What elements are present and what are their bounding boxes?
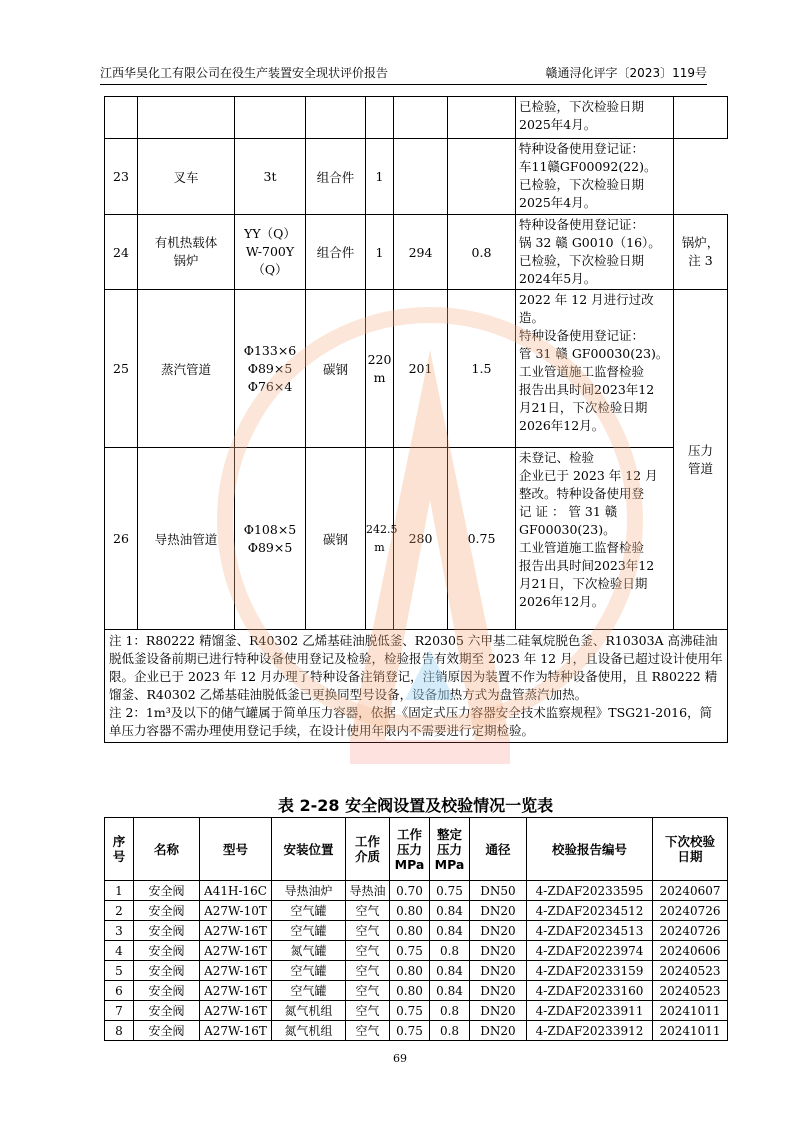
table-row [105,961,728,981]
pressure [448,139,516,215]
row-number: 26 [105,448,138,630]
valve-model: A27W-16T [200,941,272,961]
row-number: 24 [105,215,138,290]
working-medium: 空气 [346,981,390,1001]
equipment-name: 导热油管道 [138,448,235,630]
col-header-next-date: 下次校验 日期 [653,818,728,881]
table-row [105,290,728,448]
table-row [105,901,728,921]
table-row [105,139,728,215]
report-number: 4-ZDAF20233911 [527,1001,653,1021]
watermark-band [350,740,510,764]
temperature: 201 [394,290,448,448]
nominal-diameter: DN20 [470,1001,527,1021]
set-pressure: 0.84 [430,961,470,981]
nominal-diameter: DN20 [470,941,527,961]
valve-name: 安全阀 [134,941,200,961]
next-inspection-date: 20240726 [653,921,728,941]
inspection-note: 2022 年 12 月进行过改 造。 特种设备使用登记证： 管 31 赣 GF00030(23)。 工业管道施工监督检验 报告出具时间2023年12 月21日，下次检验日期 2026年12月。 [516,290,674,448]
valve-name: 安全阀 [134,901,200,921]
equipment-quantity: 242.5 m [366,448,394,630]
install-location: 空气罐 [272,981,346,1001]
remark-pressure-pipe: 压力 管道 [674,290,728,630]
table-footnotes [105,630,728,743]
row-number: 23 [105,139,138,215]
safety-valve-table [104,817,728,1041]
temperature [394,139,448,215]
table-row [105,1001,728,1021]
equipment-quantity: 1 [366,215,394,290]
report-number: 4-ZDAF20233912 [527,1021,653,1041]
table-row [105,981,728,1001]
table-row [105,448,728,630]
valve-model: A27W-16T [200,1021,272,1041]
install-location: 空气罐 [272,961,346,981]
report-number: 4-ZDAF20234512 [527,901,653,921]
inspection-note: 已检验，下次检验日期 2025年4月。 [516,97,674,139]
col-header-report-number: 校验报告编号 [527,818,653,881]
working-medium: 空气 [346,1001,390,1021]
equipment-model: YY（Q） W-700Y （Q） [235,215,306,290]
temperature: 280 [394,448,448,630]
next-inspection-date: 20240606 [653,941,728,961]
report-number: 4-ZDAF20223974 [527,941,653,961]
next-inspection-date: 20240523 [653,981,728,1001]
valve-name: 安全阀 [134,881,200,901]
valve-model: A27W-16T [200,921,272,941]
equipment-name: 有机热载体 锅炉 [138,215,235,290]
working-medium: 空气 [346,1021,390,1041]
valve-model: A27W-16T [200,1001,272,1021]
report-number: 4-ZDAF20234513 [527,921,653,941]
inspection-note: 特种设备使用登记证： 车11赣GF00092(22)。 已检验，下次检验日期 2025年4月。 [516,139,674,215]
nominal-diameter: DN20 [470,1021,527,1041]
page-header [100,62,707,85]
row-number: 1 [105,881,134,901]
next-inspection-date: 20241011 [653,1001,728,1021]
equipment-name: 叉车 [138,139,235,215]
install-location: 氮气罐 [272,941,346,961]
valve-name: 安全阀 [134,1021,200,1041]
pressure: 0.75 [448,448,516,630]
install-location: 氮气机组 [272,1021,346,1041]
report-number: 4-ZDAF20233159 [527,961,653,981]
footnote-2: 注 2：1m³及以下的储气罐属于简单压力容器，依据《固定式压力容器安全技术监察规程》TSG21-2016，简单压力容器不需办理使用登记手续，在设计使用年限内不需要进行定期检验。 [109,705,713,738]
nominal-diameter: DN20 [470,981,527,1001]
col-header-name: 名称 [134,818,200,881]
set-pressure: 0.84 [430,921,470,941]
working-pressure: 0.70 [390,881,430,901]
row-number: 5 [105,961,134,981]
table-row [105,941,728,961]
valve-name: 安全阀 [134,981,200,1001]
working-medium: 空气 [346,921,390,941]
working-pressure: 0.75 [390,1001,430,1021]
equipment-material: 碳钢 [306,290,366,448]
set-pressure: 0.8 [430,1021,470,1041]
col-header-diameter: 通径 [470,818,527,881]
col-header-model: 型号 [200,818,272,881]
working-medium: 导热油 [346,881,390,901]
nominal-diameter: DN50 [470,881,527,901]
working-pressure: 0.75 [390,1021,430,1041]
page-number: 69 [393,1052,407,1065]
equipment-model: 3t [235,139,306,215]
remark-boiler: 锅炉， 注 3 [674,215,728,290]
working-pressure: 0.80 [390,921,430,941]
report-number: 4-ZDAF20233595 [527,881,653,901]
working-pressure: 0.80 [390,961,430,981]
table-row [105,215,728,290]
working-pressure: 0.80 [390,981,430,1001]
valve-name: 安全阀 [134,961,200,981]
working-pressure: 0.80 [390,901,430,921]
next-inspection-date: 20241011 [653,1021,728,1041]
working-medium: 空气 [346,941,390,961]
install-location: 导热油炉 [272,881,346,901]
valve-model: A27W-10T [200,901,272,921]
set-pressure: 0.8 [430,1001,470,1021]
row-number: 8 [105,1021,134,1041]
equipment-material: 组合件 [306,139,366,215]
inspection-note: 特种设备使用登记证： 锅 32 赣 G0010（16）。 已检验，下次检验日期 2024年5月。 [516,215,674,290]
equipment-quantity: 220 m [366,290,394,448]
table-header-row [105,818,728,881]
row-number: 4 [105,941,134,961]
footnote-1: 注 1：R80222 精馏釜、R40302 乙烯基硅油脱低釜、R20305 六甲基二硅氧烷脱色釜、R10303A 高沸硅油脱低釜设备前期已进行特种设备使用登记及检验，检验报告有效期至 2023 年 12 月，且设备已超过设计使用年限。企业已于 2023 年 12 月办理了特种设备注销登记，注销原因为装置不作为特种设备使用，且 R80222 精馏釜、R40302 乙烯基硅油脱低釜已更换同型号设备，设备加热方式为盘管蒸汽加热。 [109,633,723,702]
row-number: 2 [105,901,134,921]
next-inspection-date: 20240726 [653,901,728,921]
pressure: 1.5 [448,290,516,448]
header-report-title: 江西华昊化工有限公司在役生产装置安全现状评价报告 [100,66,389,80]
next-inspection-date: 20240523 [653,961,728,981]
inspection-note: 未登记、检验 企业已于 2023 年 12 月 整改。特种设备使用登 记 证 ： 管 31 赣 GF00030(23)。 工业管道施工监督检验 报告出具时间2023年12 月21日，下次检验日期 2026年12月。 [516,448,674,630]
equipment-material: 组合件 [306,215,366,290]
footnote-row [105,630,728,743]
row-number: 7 [105,1001,134,1021]
temperature: 294 [394,215,448,290]
valve-model: A27W-16T [200,961,272,981]
set-pressure: 0.8 [430,941,470,961]
special-equipment-table [104,96,728,743]
install-location: 空气罐 [272,921,346,941]
valve-model: A27W-16T [200,981,272,1001]
table-row [105,881,728,901]
row-number: 6 [105,981,134,1001]
nominal-diameter: DN20 [470,961,527,981]
next-inspection-date: 20240607 [653,881,728,901]
set-pressure: 0.75 [430,881,470,901]
working-medium: 空气 [346,901,390,921]
report-number: 4-ZDAF20233160 [527,981,653,1001]
install-location: 空气罐 [272,901,346,921]
nominal-diameter: DN20 [470,901,527,921]
equipment-model: Φ108×5 Φ89×5 [235,448,306,630]
table-row [105,921,728,941]
header-document-number: 赣通浔化评字〔2023〕119号 [545,66,707,80]
valve-model: A41H-16C [200,881,272,901]
equipment-model: Φ133×6 Φ89×5 Φ76×4 [235,290,306,448]
nominal-diameter: DN20 [470,921,527,941]
equipment-quantity: 1 [366,139,394,215]
col-header-no: 序 号 [105,818,134,881]
col-header-location: 安装位置 [272,818,346,881]
table-row [105,97,728,139]
table-row [105,1021,728,1041]
set-pressure: 0.84 [430,981,470,1001]
col-header-medium: 工作 介质 [346,818,390,881]
working-pressure: 0.75 [390,941,430,961]
table-caption: 表 2-28 安全阀设置及校验情况一览表 [277,796,554,815]
valve-name: 安全阀 [134,1001,200,1021]
col-header-set-pressure: 整定 压力 MPa [430,818,470,881]
install-location: 氮气机组 [272,1001,346,1021]
pressure: 0.8 [448,215,516,290]
working-medium: 空气 [346,961,390,981]
row-number: 3 [105,921,134,941]
equipment-material: 碳钢 [306,448,366,630]
set-pressure: 0.84 [430,901,470,921]
valve-name: 安全阀 [134,921,200,941]
equipment-name: 蒸汽管道 [138,290,235,448]
row-number: 25 [105,290,138,448]
col-header-working-pressure: 工作 压力 MPa [390,818,430,881]
